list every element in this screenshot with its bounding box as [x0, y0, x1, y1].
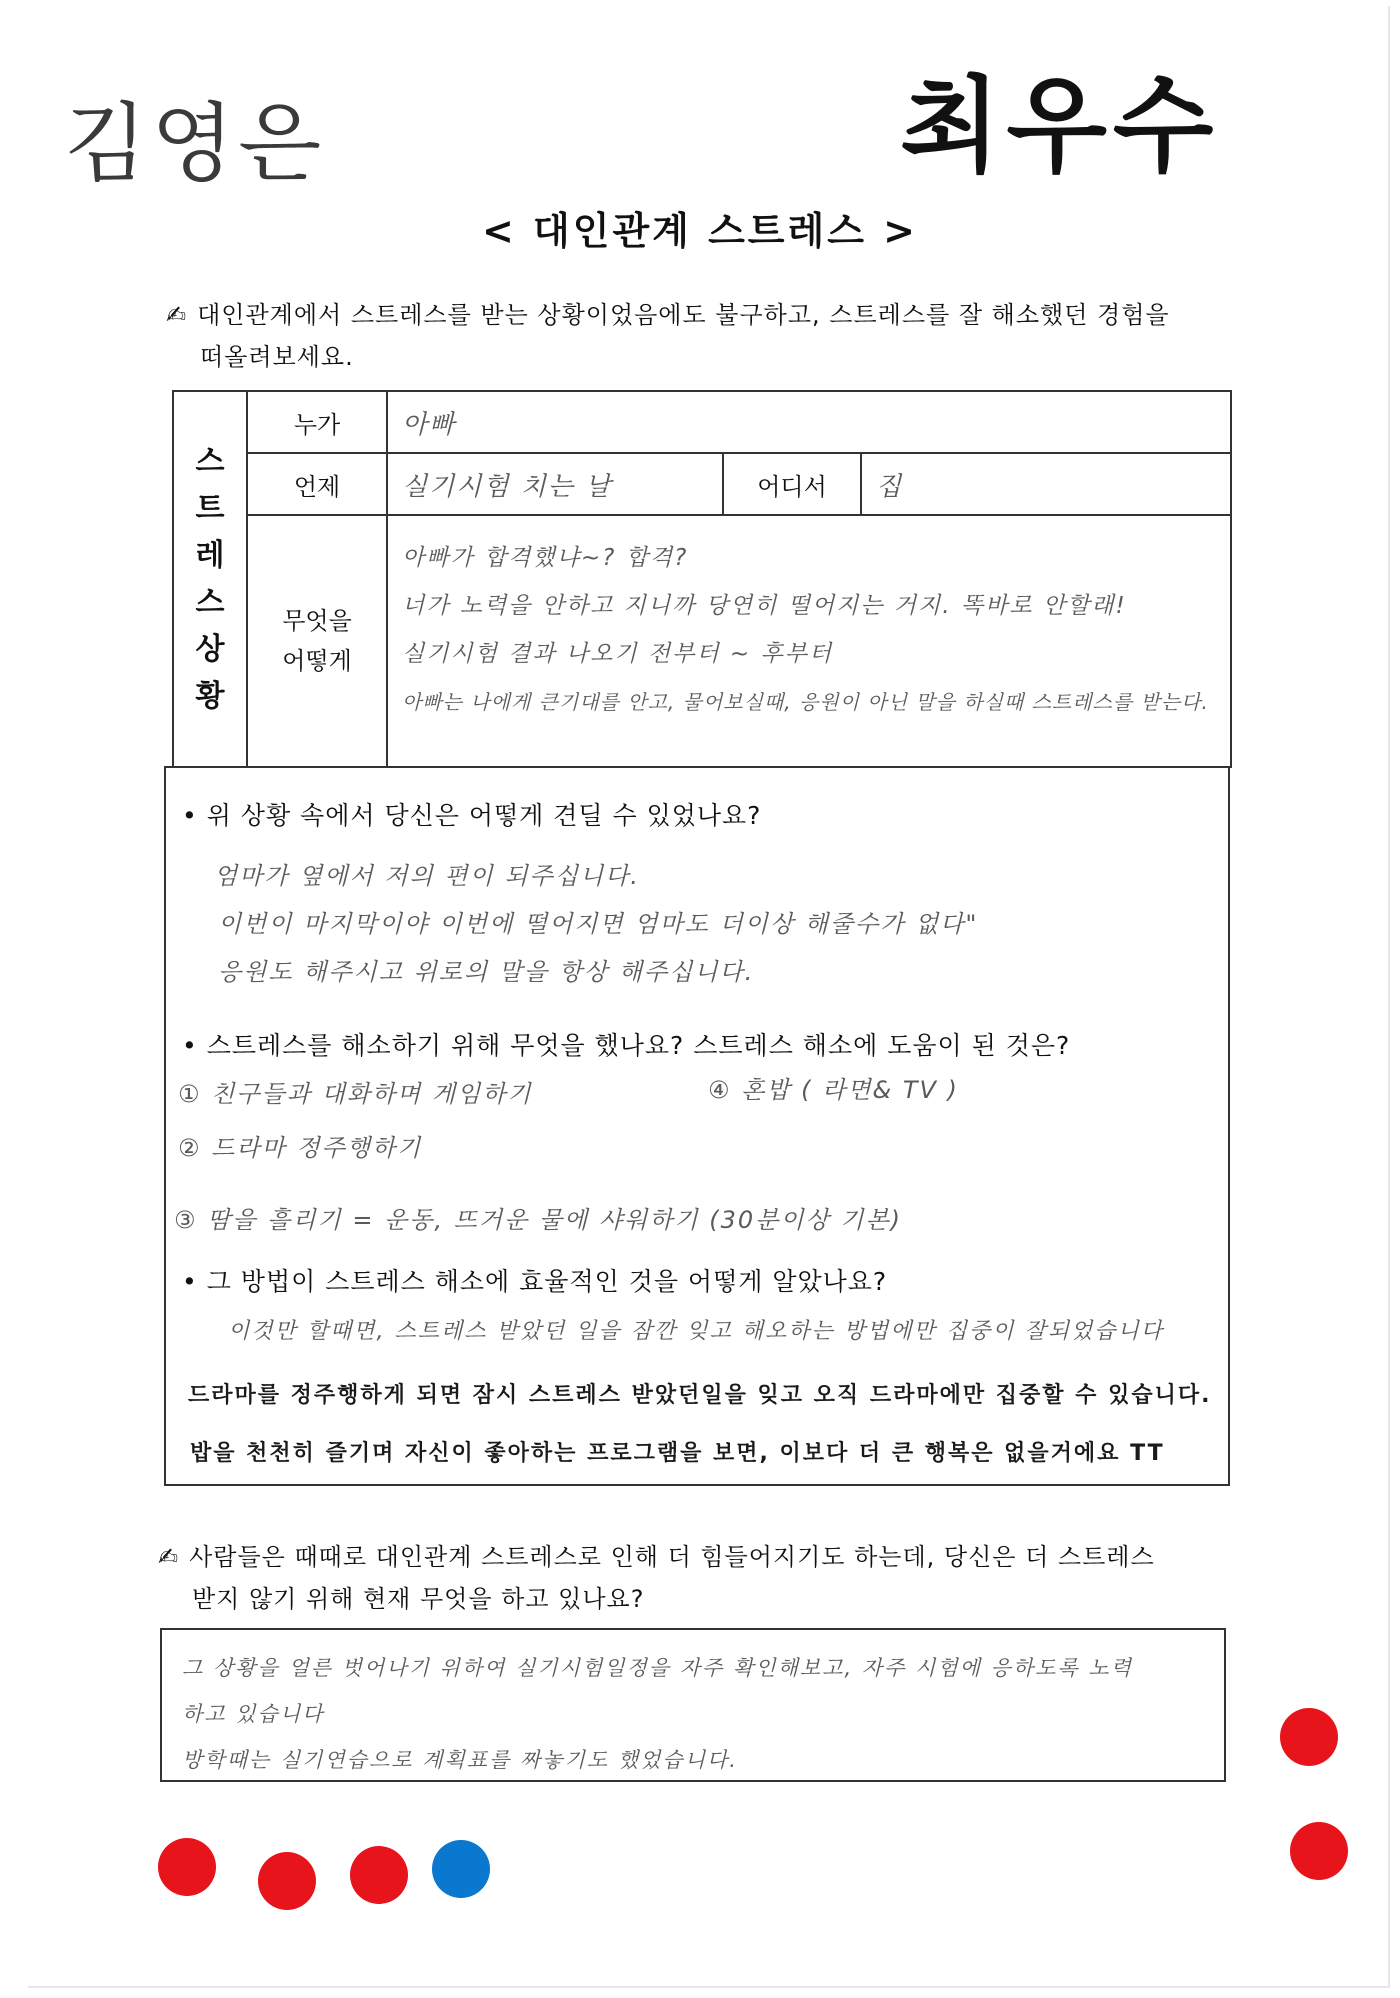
- side-label-char: 트: [195, 491, 225, 526]
- what-how-value: [387, 515, 1231, 767]
- prompt-2: [158, 1536, 1248, 1620]
- q2-item: ② 드라마 정주행하기: [178, 1134, 423, 1162]
- q1-answer-line: 엄마가 옆에서 저의 편이 되주십니다.: [214, 862, 640, 890]
- side-label-char: 황: [195, 679, 225, 714]
- final-answer-line: 그 상황을 얼른 벗어나기 위하여 실기시험일정을 자주 확인해보고, 자주 시험에 응하도록 노력: [182, 1656, 1133, 1680]
- side-label-char: 레: [195, 538, 225, 573]
- what-line: 실기시험 결과 나오기 전부터 ~ 후부터: [402, 641, 834, 667]
- writer-name: 김영은: [64, 94, 326, 194]
- side-label-char: 상: [195, 632, 225, 667]
- q2-item: ④ 혼밥 ( 라면& TV ): [708, 1076, 959, 1104]
- question-1-text: 위 상황 속에서 당신은 어떻게 견딜 수 있었나요?: [206, 801, 762, 830]
- question-2: • 스트레스를 해소하기 위해 무엇을 했나요? 스트레스 해소에 도움이 된 것은?: [182, 1031, 1071, 1060]
- side-label-char: 스: [195, 444, 225, 479]
- when-value: 실기시험 치는 날: [387, 453, 723, 515]
- pen-icon: ✍: [166, 301, 188, 329]
- q3-answer-line: 이것만 할때면, 스트레스 받았던 일을 잠깐 잊고 해오하는 방법에만 집중이 잘되었습니다: [228, 1319, 1164, 1344]
- what-line: 아빠는 나에게 큰기대를 안고, 물어보실때, 응원이 아닌 말을 하실때 스트레스를 받는다.: [402, 690, 1209, 714]
- question-3: • 그 방법이 스트레스 해소에 효율적인 것을 어떻게 알았나요?: [182, 1267, 888, 1296]
- red-sticker: [258, 1852, 316, 1910]
- what-line: 아빠가 합격했냐~? 합격?: [402, 545, 689, 571]
- prompt-2-line-1: 사람들은 때때로 대인관계 스트레스로 인해 더 힘들어지기도 하는데, 당신은 더 스트레스: [189, 1543, 1155, 1571]
- what-label: 무엇을: [282, 607, 352, 635]
- how-label: 어떻게: [282, 647, 352, 675]
- when-label: 언제: [247, 453, 387, 515]
- what-line: 너가 노력을 안하고 지니까 당연히 떨어지는 거지. 똑바로 안할래!: [402, 593, 1127, 619]
- who-value: 아빠: [387, 391, 1231, 453]
- final-answer-line: 방학때는 실기연습으로 계획표를 짜놓기도 했었습니다.: [182, 1748, 738, 1772]
- question-1: • 위 상황 속에서 당신은 어떻게 견딜 수 있었나요?: [182, 801, 762, 830]
- side-label-stress-situation: [173, 391, 247, 767]
- blue-sticker: [432, 1840, 490, 1898]
- q1-answer-line: 응원도 해주시고 위로의 말을 항상 해주십니다.: [218, 958, 755, 986]
- prompt-1: [166, 294, 1256, 378]
- q3-answer-line: 드라마를 정주행하게 되면 잠시 스트레스 받았던일을 잊고 오직 드라마에만 집중할 수 있습니다.: [188, 1383, 1212, 1408]
- prompt-2-line-2: 받지 않기 위해 현재 무엇을 하고 있나요?: [192, 1585, 645, 1613]
- red-sticker: [1280, 1708, 1338, 1766]
- q3-answer-line: 밥을 천천히 즐기며 자신이 좋아하는 프로그램을 보면, 이보다 더 큰 행복은 없을거에요 TT: [190, 1441, 1165, 1466]
- where-label: 어디서: [723, 453, 861, 515]
- q2-item: ① 친구들과 대화하며 게임하기: [178, 1080, 533, 1108]
- page-title: < 대인관계 스트레스 >: [481, 209, 919, 253]
- what-how-label: [247, 515, 387, 767]
- who-label: 누가: [247, 391, 387, 453]
- q1-answer-line: 이번이 마지막이야 이번에 떨어지면 엄마도 더이상 해줄수가 없다": [218, 910, 979, 938]
- pen-icon: ✍: [158, 1543, 180, 1571]
- red-sticker: [1290, 1822, 1348, 1880]
- top-name: 최우수: [900, 64, 1220, 187]
- final-answer-line: 하고 있습니다: [182, 1702, 325, 1726]
- question-2-text: 스트레스를 해소하기 위해 무엇을 했나요? 스트레스 해소에 도움이 된 것은?: [206, 1031, 1071, 1060]
- stress-situation-table: [172, 390, 1232, 768]
- prompt-1-line-1: 대인관계에서 스트레스를 받는 상황이었음에도 불구하고, 스트레스를 잘 해소했던 경험을: [197, 301, 1170, 329]
- where-value: 집: [861, 453, 1231, 515]
- prompt-1-line-2: 떠올려보세요.: [200, 343, 354, 371]
- question-3-text: 그 방법이 스트레스 해소에 효율적인 것을 어떻게 알았나요?: [206, 1267, 888, 1296]
- q2-item: ③ 땀을 흘리기 = 운동, 뜨거운 물에 샤워하기 (30분이상 기본): [174, 1206, 903, 1234]
- side-label-char: 스: [195, 585, 225, 620]
- red-sticker: [350, 1846, 408, 1904]
- red-sticker: [158, 1838, 216, 1896]
